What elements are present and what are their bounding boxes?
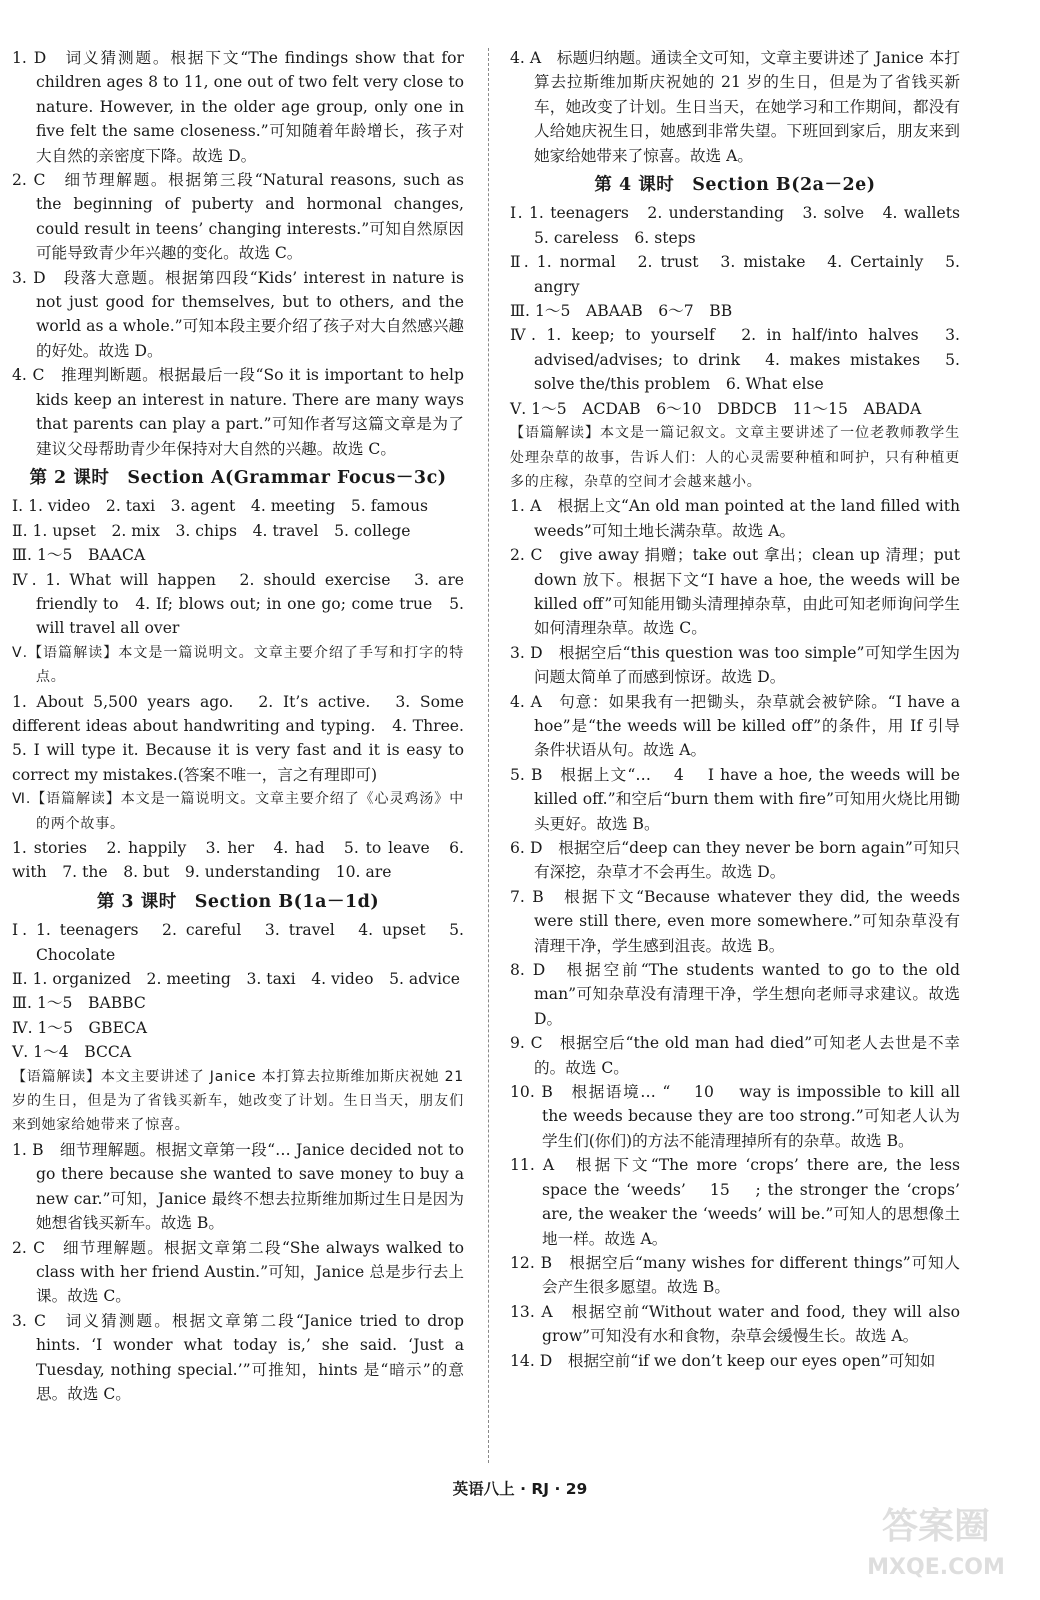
- answer-paragraph: Ⅳ. 1. What will happen 2. should exercise 3. are friendly to 4. If; blows out; in one go; come true 5. will travel all over: [12, 570, 464, 638]
- answer-paragraph: 12. B 根据空后“many wishes for different things”可知人会产生很多愿望。故选 B。: [510, 1253, 960, 1297]
- answer-paragraph: 13. A 根据空前“Without water and food, they will also grow”可知没有水和食物，杂草会缓慢生长。故选 A。: [510, 1302, 960, 1346]
- answer-paragraph: Ⅳ. 1. keep; to yourself 2. in half/into halves 3. advised/advises; to drink 4. makes mistakes 5. solve the/this problem 6. What else: [510, 326, 960, 394]
- answer-paragraph: Ⅴ. 1～4 BCCA: [12, 1043, 132, 1062]
- answer-paragraph: Ⅱ. 1. organized 2. meeting 3. taxi 4. video 5. advice: [12, 970, 460, 989]
- answer-paragraph: Ⅲ. 1～5 ABAAB 6～7 BB: [510, 302, 733, 321]
- answer-paragraph: 【语篇解读】本文是一篇记叙文。文章主要讲述了一位老教师教学生处理杂草的故事，告诉人们：人的心灵需要种植和呵护，只有种植更多的庄稼，杂草的空间才会越来越小。: [510, 425, 960, 490]
- watermark-top: 答案圈: [881, 1506, 991, 1547]
- answer-paragraph: 3. C 词义猜测题。根据文章第二段“Janice tried to drop hints. ‘I wonder what today is,’ she said. ‘Just a Tuesday, nothing special.’”可推知，hints 是“暗示”的意思。故选 C。: [12, 1311, 464, 1403]
- answer-paragraph: 5. B 根据上文“… 4 I have a hoe, the weeds will be killed off.”和空后“burn them with fire”可知用火烧比用锄头更好。故选 B。: [510, 765, 960, 833]
- page-footer: 英语八上 · RJ · 29: [452, 1480, 588, 1498]
- answer-paragraph: 11. A 根据下文“The more ‘crops’ there are, the less space the ‘weeds’ 15 ; the stronger the ‘crops’ are, the weaker the ‘weeds’ will be.”可知人的思想像土地一样。故选 A。: [510, 1156, 960, 1248]
- section-heading: 第 4 课时 Section B(2a－2e): [594, 175, 876, 196]
- answer-paragraph: 4. A 标题归纳题。通读全文可知，文章主要讲述了 Janice 本打算去拉斯维加斯庆祝她的 21 岁的生日，但是为了省钱买新车，她改变了计划。生日当天，在她学习和工作期间，都没有人给她庆祝生日，她感到非常失望。下班回到家后，朋友来到她家给她带来了惊喜。故选 A。: [510, 49, 960, 165]
- answer-paragraph: 10. B 根据语境… “ 10 way is impossible to kill all the weeds because they are too strong.”可知老人认为学生们(你们)的方法不能清理掉所有的杂草。故选 B。: [510, 1083, 960, 1150]
- column-divider: [488, 48, 489, 1463]
- answer-paragraph: Ⅵ.【语篇解读】本文是一篇说明文。文章主要介绍了《心灵鸡汤》中的两个故事。: [12, 791, 464, 832]
- answer-paragraph: Ⅴ.【语篇解读】本文是一篇说明文。文章主要介绍了手写和打字的特点。: [12, 644, 464, 686]
- answer-paragraph: Ⅲ. 1～5 BAACA: [12, 546, 146, 565]
- answer-paragraph: 6. D 根据空后“deep can they never be born again”可知只有深挖，杂草才不会再生。故选 D。: [510, 839, 960, 882]
- answer-paragraph: Ⅳ. 1～5 GBECA: [12, 1018, 148, 1037]
- answer-paragraph: 9. C 根据空后“the old man had died”可知老人去世是不幸的。故选 C。: [510, 1034, 960, 1077]
- answer-paragraph: 3. D 根据空后“this question was too simple”可知学生因为问题太简单了而感到惊讶。故选 D。: [510, 643, 960, 687]
- answer-paragraph: 1. D 词义猜测题。根据下文“The findings show that for children ages 8 to 11, one out of two felt very close to nature. However, in the older age group, only one in five felt the same closeness.”可知随着年龄增长，孩子对大自然的亲密度下降。故选 D。: [12, 49, 464, 165]
- watermark-bottom: MXQE.COM: [867, 1555, 1005, 1580]
- answer-paragraph: Ⅰ. 1. video 2. taxi 3. agent 4. meeting 5. famous: [12, 497, 428, 516]
- answer-paragraph: Ⅰ. 1. teenagers 2. understanding 3. solve 4. wallets 5. careless 6. steps: [510, 204, 976, 247]
- answer-paragraph: Ⅱ. 1. normal 2. trust 3. mistake 4. Certainly 5. angry: [510, 253, 960, 296]
- answer-paragraph: 2. C 细节理解题。根据第三段“Natural reasons, such as the beginning of puberty and hormonal changes, could result in teens’ changing interests.”可知自然原因可能导致青少年兴趣的变化。故选 C。: [12, 171, 464, 263]
- answer-paragraph: Ⅲ. 1～5 BABBC: [12, 994, 146, 1013]
- answer-paragraph: 14. D 根据空前“if we don’t keep our eyes open”可知如: [510, 1351, 936, 1370]
- watermark-logo: [846, 1494, 1026, 1584]
- answer-paragraph: Ⅴ. 1～5 ACDAB 6～10 DBDCB 11～15 ABADA: [510, 399, 922, 418]
- answer-paragraph: 【语篇解读】本文主要讲述了 Janice 本打算去拉斯维加斯庆祝她 21 岁的生日，但是为了省钱买新车，她改变了计划。生日当天，朋友们来到她家给她带来了惊喜。: [12, 1068, 464, 1134]
- answer-paragraph: Ⅰ. 1. teenagers 2. careful 3. travel 4. upset 5. Chocolate: [12, 921, 464, 964]
- answer-paragraph: 4. A 句意：如果我有一把锄头，杂草就会被铲除。“I have a hoe”是“the weeds will be killed off”的条件，用 If 引导条件状语从句。故选 A。: [510, 692, 960, 760]
- section-heading: 第 3 课时 Section B(1a－1d): [96, 891, 380, 912]
- answer-paragraph: 7. B 根据下文“Because whatever they did, the weeds were still there, even more somewhere.”可知杂草没有清理干净，学生感到沮丧。故选 B。: [510, 887, 960, 955]
- answer-paragraph: 1. stories 2. happily 3. her 4. had 5. to leave 6. with 7. the 8. but 9. understanding 10. are: [12, 839, 464, 882]
- answer-paragraph: 3. D 段落大意题。根据第四段“Kids’ interest in nature is not just good for themselves, but to others, and the world as a whole.”可知本段主要介绍了孩子对大自然感兴趣的好处。故选 D。: [12, 268, 464, 360]
- answer-paragraph: 1. B 细节理解题。根据文章第一段“… Janice decided not to go there because she wanted to save money to buy a new car.”可知，Janice 最终不想去拉斯维加斯过生日是因为她想省钱买新车。故选 B。: [12, 1140, 464, 1233]
- right-column: [510, 46, 976, 1373]
- left-column: [12, 46, 480, 1406]
- answer-paragraph: Ⅱ. 1. upset 2. mix 3. chips 4. travel 5. college: [12, 521, 411, 540]
- section-heading: 第 2 课时 Section A(Grammar Focus－3c): [29, 467, 447, 488]
- answer-paragraph: 4. C 推理判断题。根据最后一段“So it is important to help kids keep an interest in nature. There are many ways that parents can play a part.”可知作者写这篇文章是为了建议父母帮助青少年保持对大自然的兴趣。故选 C。: [12, 366, 464, 458]
- answer-paragraph: 1. A 根据上文“An old man pointed at the land filled with weeds”可知土地长满杂草。故选 A。: [510, 497, 960, 540]
- answer-paragraph: 8. D 根据空前“The students wanted to go to the old man”可知杂草没有清理干净，学生想向老师寻求建议。故选 D。: [510, 961, 960, 1028]
- answer-paragraph: 1. About 5,500 years ago. 2. It’s active. 3. Some different ideas about handwriting and typing. 4. Three. 5. I will type it. Because it is very fast and it is easy to correct my mistakes.(答案不唯一，言之有理即可): [12, 692, 480, 784]
- answer-paragraph: 2. C give away 捐赠；take out 拿出；clean up 清理；put down 放下。根据下文“I have a hoe, the weeds will be killed off”可知能用锄头清理掉杂草，由此可知老师询问学生如何清理杂草。故选 C。: [510, 546, 960, 638]
- answer-paragraph: 2. C 细节理解题。根据文章第二段“She always walked to class with her friend Austin.”可知，Janice 总是步行去上课。故选 C。: [12, 1238, 464, 1306]
